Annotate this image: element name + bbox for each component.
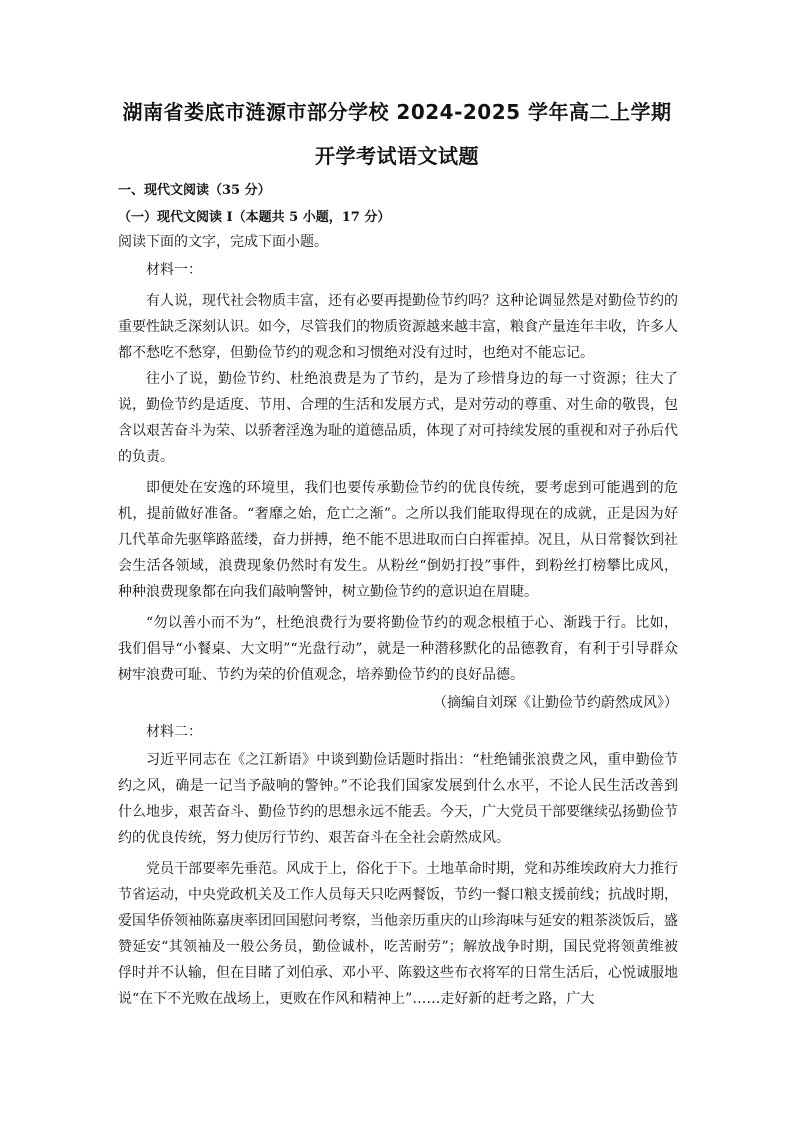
material1-label: 材料一： (146, 262, 202, 278)
material2-label: 材料二： (146, 724, 202, 740)
material1-paragraph: “勿以善小而不为”，杜绝浪费行为要将勤俭节约的观念根植于心、渐践于行。比如，我们倡导“小餐桌、大文明”“光盘行动”，就是一种潜移默化的品德教育，有利于引导群众树牢浪费可耻、节约为荣的价值观念，培养勤俭节约的良好品德。 (118, 615, 678, 683)
material2-paragraph: 习近平同志在《之江新语》中谈到勤俭话题时指出：“杜绝铺张浪费之风，重申勤俭节约之风，确是一记当予敲响的警钟。”不论我们国家发展到什么水平，不论人民生活改善到什么地步，艰苦奋斗、勤俭节约的思想永远不能丢。今天，广大党员干部要继续弘扬勤俭节约的优良传统，努力使厉行节约、艰苦奋斗在全社会蔚然成风。 (118, 752, 678, 846)
material2-paragraph: 党员干部要率先垂范。风成于上，俗化于下。土地革命时期，党和苏维埃政府大力推行节省运动，中央党政机关及工作人员每天只吃两餐饭，节约一餐口粮支援前线；抗战时期，爱国华侨领袖陈嘉庚率团回国慰问考察，当他亲历重庆的山珍海味与延安的粗茶淡饭后，盛赞延安“其领袖及一般公务员，勤俭诚朴，吃苦耐劳”；解放战争时期，国民党将领黄维被俘时并不认输，但在目睹了刘伯承、邓小平、陈毅这些布衣将军的日常生活后，心悦诚服地说“在下不光败在战场上，更败在作风和精神上”……走好新的赶考之路，广大 (118, 861, 678, 1007)
section-heading: 一、现代文阅读（35 分） (118, 183, 271, 198)
instruction-text: 阅读下面的文字，完成下面小题。 (118, 234, 328, 250)
material1-paragraph: 有人说，现代社会物质丰富，还有必要再提勤俭节约吗？这种论调显然是对勤俭节约的重要性缺乏深刻认识。如今，尽管我们的物质资源越来越丰富，粮食产量连年丰收，许多人都不愁吃不愁穿，但勤俭节约的观念和习惯绝对没有过时，也绝对不能忘记。 (118, 293, 678, 361)
source-citation: （摘编自刘琛《让勤俭节约蔚然成风》） (433, 695, 678, 711)
page-subtitle: 开学考试语文试题 (315, 144, 479, 168)
subsection-heading: （一）现代文阅读 I（本题共 5 小题，17 分） (118, 210, 391, 225)
page-title: 湖南省娄底市涟源市部分学校 2024-2025 学年高二上学期 (122, 100, 672, 124)
material1-paragraph: 即便处在安逸的环境里，我们也要传承勤俭节约的优良传统，要考虑到可能遇到的危机，提前做好准备。“奢靡之始，危亡之渐”。之所以我们能取得现在的成就，正是因为好几代革命先驱筚路蓝缕，奋力拼搏，绝不能不思进取而白白挥霍掉。况且，从日常餐饮到社会生活各领域，浪费现象仍然时有发生。从粉丝“倒奶打投”事件，到粉丝打榜攀比成风，种种浪费现象都在向我们敲响警钟，树立勤俭节约的意识迫在眉睫。 (118, 480, 678, 600)
material1-paragraph: 往小了说，勤俭节约、杜绝浪费是为了节约，是为了珍惜身边的每一寸资源；往大了说，勤俭节约是适度、节用、合理的生活和发展方式，是对劳动的尊重、对生命的敬畏，包含以艰苦奋斗为荣、以骄奢淫逸为耻的道德品质，体现了对可持续发展的重视和对子孙后代的负责。 (118, 371, 678, 465)
